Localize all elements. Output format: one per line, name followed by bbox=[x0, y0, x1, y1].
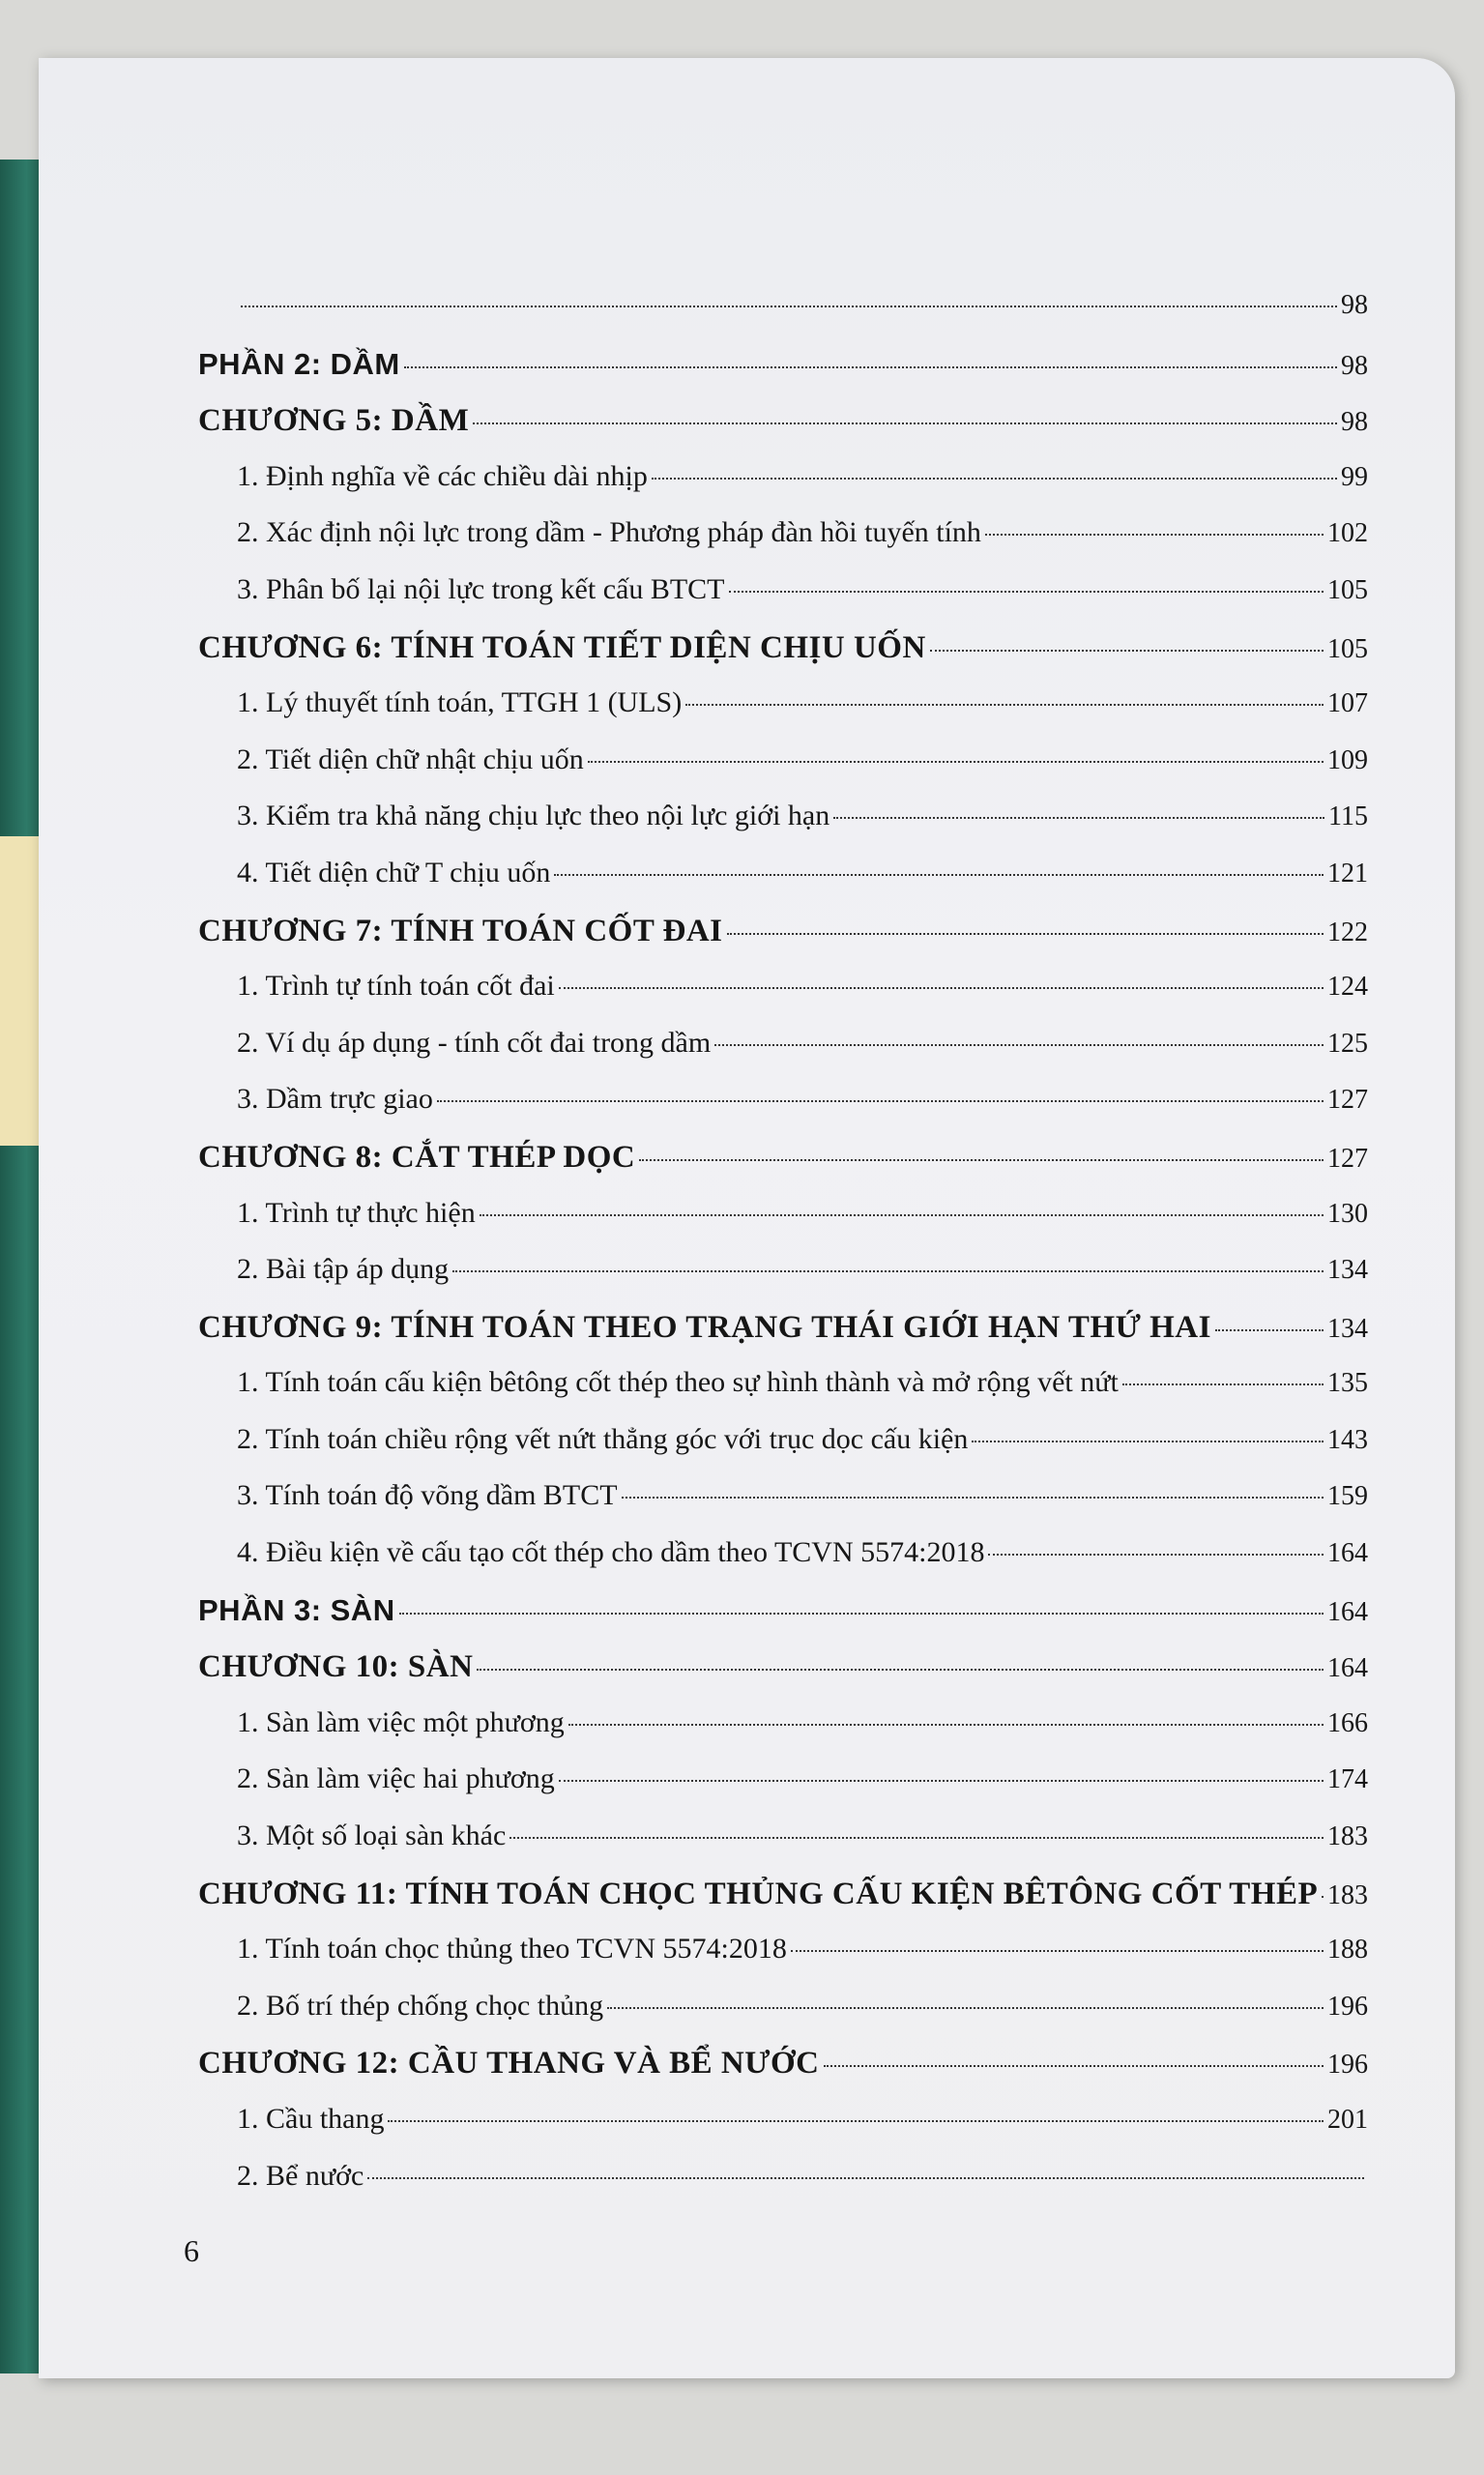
toc-entry-page: 107 bbox=[1327, 688, 1368, 719]
toc-entry bbox=[198, 1073, 1368, 1130]
toc-leader-dots bbox=[399, 1613, 1324, 1615]
toc-entry bbox=[198, 1470, 1368, 1527]
toc-entry bbox=[198, 393, 1368, 451]
toc-entry bbox=[198, 507, 1368, 564]
toc-leader-dots bbox=[607, 2007, 1324, 2009]
toc-leader-dots bbox=[241, 306, 1337, 307]
toc-entry-page: 183 bbox=[1327, 1821, 1368, 1852]
toc-entry-page: 164 bbox=[1327, 1653, 1368, 1684]
toc-entry-label: CHƯƠNG 5: DẦM bbox=[198, 403, 470, 439]
toc-entry-label: 3. Tính toán độ võng dầm BTCT bbox=[237, 1479, 618, 1512]
toc-entry-page: 115 bbox=[1328, 801, 1368, 832]
toc-entry bbox=[198, 1980, 1368, 2037]
table-of-contents bbox=[198, 280, 1368, 2206]
toc-entry-label: 1. Định nghĩa về các chiều dài nhịp bbox=[237, 459, 648, 492]
toc-leader-dots bbox=[437, 1100, 1324, 1102]
toc-entry bbox=[198, 2036, 1368, 2093]
toc-leader-dots bbox=[833, 817, 1324, 819]
toc-entry bbox=[198, 847, 1368, 904]
toc-entry-label: 2. Sàn làm việc hai phương bbox=[237, 1762, 555, 1795]
toc-entry bbox=[198, 280, 1368, 337]
toc-entry bbox=[198, 1187, 1368, 1244]
toc-leader-dots bbox=[477, 1669, 1324, 1671]
toc-entry-label: CHƯƠNG 7: TÍNH TOÁN CỐT ĐAI bbox=[198, 913, 723, 948]
toc-entry bbox=[198, 621, 1368, 678]
toc-leader-dots bbox=[824, 2065, 1324, 2067]
toc-entry bbox=[198, 1753, 1368, 1810]
toc-entry-label: 1. Lý thuyết tính toán, TTGH 1 (ULS) bbox=[237, 686, 683, 719]
toc-entry-label: PHẦN 2: DẦM bbox=[198, 346, 400, 381]
toc-leader-dots bbox=[727, 933, 1324, 935]
page-number: 6 bbox=[184, 2233, 199, 2268]
toc-entry-page: 164 bbox=[1327, 1596, 1368, 1627]
toc-leader-dots bbox=[639, 1159, 1324, 1161]
toc-leader-dots bbox=[404, 366, 1337, 368]
toc-entry-label: 1. Cầu thang bbox=[237, 2103, 385, 2135]
toc-entry bbox=[198, 904, 1368, 961]
toc-entry-label: 1. Trình tự tính toán cốt đai bbox=[237, 970, 555, 1003]
toc-entry-label: 2. Bài tập áp dụng bbox=[237, 1253, 450, 1286]
toc-leader-dots bbox=[972, 1441, 1324, 1442]
toc-entry-page: 201 bbox=[1327, 2105, 1368, 2135]
toc-entry bbox=[198, 1584, 1368, 1641]
toc-leader-dots bbox=[367, 2177, 1364, 2179]
toc-entry-page: 98 bbox=[1341, 350, 1368, 381]
toc-entry bbox=[198, 1017, 1368, 1074]
book-page bbox=[39, 58, 1455, 2378]
toc-leader-dots bbox=[388, 2120, 1324, 2122]
toc-entry bbox=[198, 1527, 1368, 1584]
toc-entry bbox=[198, 1697, 1368, 1754]
toc-entry-page: 164 bbox=[1327, 1538, 1368, 1569]
toc-leader-dots bbox=[509, 1837, 1324, 1839]
toc-leader-dots bbox=[554, 874, 1324, 876]
toc-entry bbox=[198, 1810, 1368, 1867]
toc-entry bbox=[198, 1356, 1368, 1413]
toc-entry-page: 105 bbox=[1327, 633, 1368, 664]
toc-entry-label: 1. Sàn làm việc một phương bbox=[237, 1705, 565, 1738]
toc-entry-label: 1. Tính toán cấu kiện bêtông cốt thép theo sự hình thành và mở rộng vết nứt bbox=[237, 1366, 1119, 1399]
toc-entry-page: 188 bbox=[1327, 1935, 1368, 1965]
toc-entry-label: 2. Ví dụ áp dụng - tính cốt đai trong dầm bbox=[237, 1026, 712, 1059]
toc-entry bbox=[198, 677, 1368, 734]
toc-entry-page: 166 bbox=[1327, 1707, 1368, 1738]
toc-leader-dots bbox=[480, 1214, 1324, 1216]
toc-entry-page: 143 bbox=[1327, 1424, 1368, 1455]
toc-entry-page: 174 bbox=[1327, 1764, 1368, 1795]
toc-entry-page: 121 bbox=[1327, 858, 1368, 888]
toc-leader-dots bbox=[791, 1950, 1324, 1952]
toc-entry bbox=[198, 790, 1368, 847]
toc-entry-page: 183 bbox=[1327, 1879, 1368, 1910]
toc-leader-dots bbox=[985, 534, 1324, 536]
toc-entry-page: 127 bbox=[1327, 1085, 1368, 1116]
toc-entry bbox=[198, 1923, 1368, 1980]
toc-entry-page: 127 bbox=[1327, 1143, 1368, 1174]
toc-entry-page: 159 bbox=[1327, 1481, 1368, 1512]
toc-entry-page: 134 bbox=[1327, 1313, 1368, 1344]
toc-entry-page: 134 bbox=[1327, 1255, 1368, 1286]
toc-entry-label: 2. Xác định nội lực trong dầm - Phương pháp đàn hồi tuyến tính bbox=[237, 516, 981, 549]
toc-leader-dots bbox=[1215, 1329, 1324, 1331]
toc-entry-page: 196 bbox=[1327, 2050, 1368, 2081]
toc-entry-label: PHẦN 3: SÀN bbox=[198, 1592, 395, 1627]
toc-entry-page: 130 bbox=[1327, 1198, 1368, 1229]
toc-entry-label: CHƯƠNG 9: TÍNH TOÁN THEO TRẠNG THÁI GIỚI HẠN THỨ HAI bbox=[198, 1309, 1211, 1345]
toc-entry bbox=[198, 1640, 1368, 1697]
toc-leader-dots bbox=[1122, 1383, 1324, 1385]
toc-leader-dots bbox=[988, 1554, 1324, 1556]
toc-entry-label: CHƯƠNG 11: TÍNH TOÁN CHỌC THỦNG CẤU KIỆN BÊTÔNG CỐT THÉP bbox=[198, 1876, 1319, 1911]
toc-entry-label: 3. Dầm trực giao bbox=[237, 1083, 433, 1116]
toc-entry-page: 124 bbox=[1327, 972, 1368, 1003]
toc-leader-dots bbox=[473, 422, 1337, 424]
toc-leader-dots bbox=[1322, 1896, 1324, 1898]
toc-leader-dots bbox=[568, 1724, 1324, 1726]
toc-leader-dots bbox=[588, 761, 1324, 763]
toc-entry-page: 125 bbox=[1327, 1028, 1368, 1059]
toc-entry-page: 135 bbox=[1327, 1368, 1368, 1399]
toc-entry-label: 2. Tính toán chiều rộng vết nứt thẳng góc với trục dọc cấu kiện bbox=[237, 1422, 969, 1455]
toc-entry-label: 3. Kiểm tra khả năng chịu lực theo nội lực giới hạn bbox=[237, 800, 830, 832]
toc-leader-dots bbox=[930, 650, 1324, 652]
toc-entry-label: CHƯƠNG 6: TÍNH TOÁN TIẾT DIỆN CHỊU UỐN bbox=[198, 629, 926, 665]
toc-entry bbox=[198, 1243, 1368, 1300]
toc-leader-dots bbox=[714, 1044, 1324, 1046]
toc-entry-page: 109 bbox=[1327, 744, 1368, 775]
toc-entry-label: 3. Một số loại sàn khác bbox=[237, 1820, 507, 1852]
toc-entry-label: CHƯƠNG 8: CẮT THÉP DỌC bbox=[198, 1139, 636, 1175]
toc-entry-page: 102 bbox=[1327, 518, 1368, 549]
toc-entry-label: CHƯƠNG 10: SÀN bbox=[198, 1649, 474, 1685]
toc-leader-dots bbox=[729, 591, 1324, 593]
toc-entry bbox=[198, 1300, 1368, 1357]
toc-leader-dots bbox=[622, 1497, 1324, 1499]
toc-leader-dots bbox=[652, 478, 1337, 480]
toc-entry bbox=[198, 1867, 1368, 1924]
toc-leader-dots bbox=[452, 1270, 1324, 1272]
toc-entry bbox=[198, 1413, 1368, 1470]
toc-entry-page: 98 bbox=[1341, 407, 1368, 438]
toc-entry bbox=[198, 2093, 1368, 2150]
toc-entry bbox=[198, 2150, 1368, 2207]
toc-entry-label: CHƯƠNG 12: CẦU THANG VÀ BỂ NƯỚC bbox=[198, 2046, 820, 2082]
toc-entry bbox=[198, 337, 1368, 394]
toc-entry bbox=[198, 960, 1368, 1017]
toc-entry-label: 1. Trình tự thực hiện bbox=[237, 1196, 476, 1229]
toc-entry bbox=[198, 451, 1368, 508]
toc-entry-page: 122 bbox=[1327, 917, 1368, 947]
toc-leader-dots bbox=[559, 1780, 1324, 1782]
toc-entry-label: 1. Tính toán chọc thủng theo TCVN 5574:2018 bbox=[237, 1933, 787, 1965]
toc-leader-dots bbox=[559, 987, 1324, 989]
toc-entry-label: 2. Bể nước bbox=[237, 2159, 364, 2192]
toc-entry-label: 4. Điều kiện về cấu tạo cốt thép cho dầm theo TCVN 5574:2018 bbox=[237, 1536, 985, 1569]
toc-entry-label: 2. Bố trí thép chống chọc thủng bbox=[237, 1989, 604, 2022]
toc-entry-label: 2. Tiết diện chữ nhật chịu uốn bbox=[237, 742, 584, 775]
toc-leader-dots bbox=[685, 704, 1324, 706]
toc-entry-page: 196 bbox=[1327, 1991, 1368, 2022]
toc-entry bbox=[198, 564, 1368, 621]
toc-entry-page: 105 bbox=[1327, 574, 1368, 605]
toc-entry bbox=[198, 734, 1368, 791]
toc-entry-label: 4. Tiết diện chữ T chịu uốn bbox=[237, 856, 551, 888]
toc-entry-label: 3. Phân bố lại nội lực trong kết cấu BTCT bbox=[237, 572, 725, 605]
toc-entry bbox=[198, 1130, 1368, 1187]
toc-entry-page: 99 bbox=[1341, 461, 1368, 492]
toc-entry-page: 98 bbox=[1341, 290, 1368, 320]
